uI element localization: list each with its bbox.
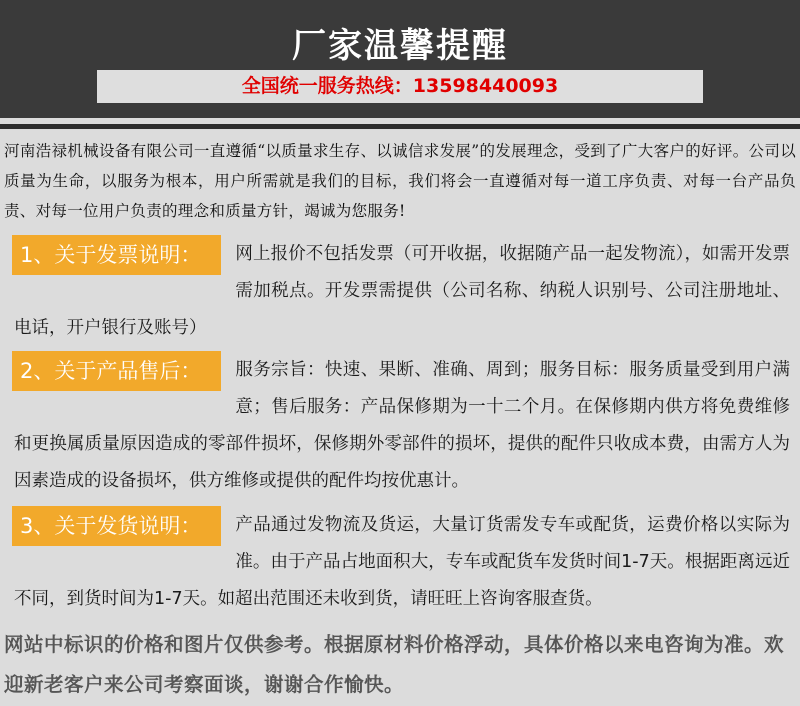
section-after-sales	[14, 352, 790, 500]
section-invoice	[14, 236, 790, 347]
footer-note: 网站中标识的价格和图片仅供参考。根据原材料价格浮动，具体价格以来电咨询为准。欢迎新老客户来公司考察面谈，谢谢合作愉快。	[4, 633, 785, 696]
page-title: 厂家温馨提醒	[292, 26, 508, 66]
section-after-sales-text: 服务宗旨：快速、果断、准确、周到；服务目标：服务质量受到用户满意；售后服务：产品保修期为一十二个月。在保修期内供方将免费维修和更换属质量原因造成的零部件损坏，保修期外零部件的损坏，提供的配件只收成本费，由需方人为因素造成的设备损坏，供方维修或提供的配件均按优惠计。	[14, 360, 790, 491]
section-shipping	[14, 507, 790, 618]
section-invoice-tag: 1、关于发票说明：	[12, 235, 221, 275]
divider	[0, 124, 800, 129]
header-banner	[0, 0, 800, 118]
hotline-bar: 全国统一服务热线：13598440093	[97, 70, 703, 103]
section-after-sales-tag: 2、关于产品售后：	[12, 351, 221, 391]
section-shipping-text: 产品通过发物流及货运，大量订货需发专车或配货，运费价格以实际为准。由于产品占地面积大，专车或配货车发货时间1-7天。根据距离远近不同，到货时间为1-7天。如超出范围还未收到货，请旺旺上咨询客服查货。	[14, 515, 790, 609]
intro-paragraph: 河南浩禄机械设备有限公司一直遵循“以质量求生存、以诚信求发展”的发展理念，受到了广大客户的好评。公司以质量为生命，以服务为根本，用户所需就是我们的目标，我们将会一直遵循对每一道工序负责、对每一台产品负责、对每一位用户负责的理念和质量方针，竭诚为您服务!	[4, 142, 796, 220]
section-shipping-tag: 3、关于发货说明：	[12, 506, 221, 546]
section-invoice-text: 网上报价不包括发票（可开收据，收据随产品一起发物流），如需开发票需加税点。开发票需提供（公司名称、纳税人识别号、公司注册地址、电话，开户银行及账号）	[14, 244, 790, 338]
